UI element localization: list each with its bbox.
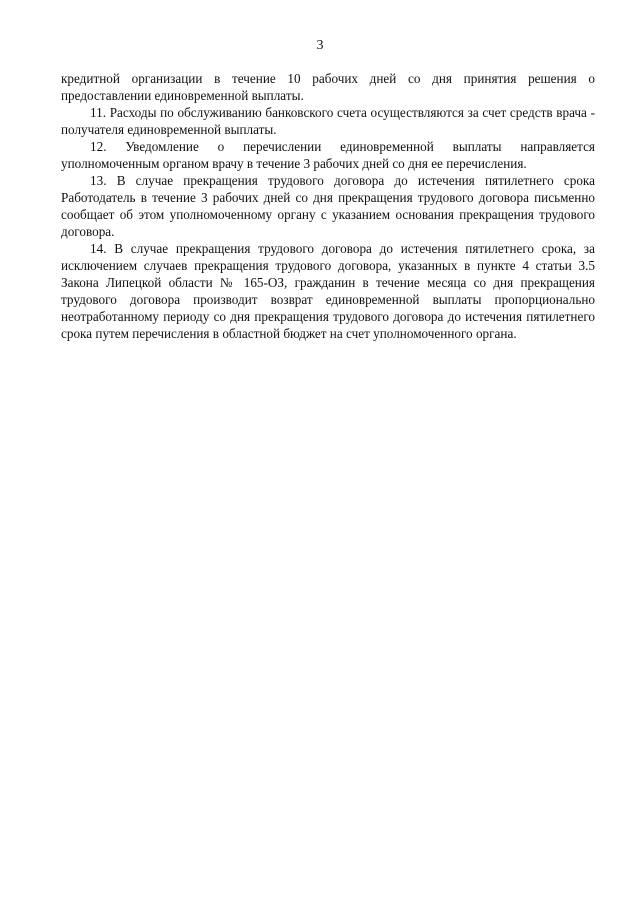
paragraph-11: 11. Расходы по обслуживанию банковского счета осуществляются за счет средств врача - получателя единовременной выплаты. [61, 105, 595, 137]
paragraph-12: 12. Уведомление о перечислении единовременной выплаты направляется уполномоченным органом врачу в течение 3 рабочих дней со дня ее перечисления. [61, 139, 595, 171]
paragraph-continuation: кредитной организации в течение 10 рабочих дней со дня принятия решения о предоставлении единовременной выплаты. [61, 71, 595, 103]
paragraph-13: 13. В случае прекращения трудового договора до истечения пятилетнего срока Работодатель в течение 3 рабочих дней со дня прекращения трудового договора письменно сообщает об этом уполномоченному органу с указанием основания прекращения трудового договора. [61, 173, 595, 239]
paragraph-14: 14. В случае прекращения трудового договора до истечения пятилетнего срока, за исключением случаев прекращения трудового договора, указанных в пункте 4 статьи 3.5 Закона Липецкой области № 165-ОЗ, гражданин в течение месяца со дня прекращения трудового договора производит возврат единовременной выплаты пропорционально неотработанному периоду со дня прекращения трудового договора до истечения пятилетнего срока путем перечисления в областной бюджет на счет уполномоченного органа. [61, 241, 595, 341]
document-body [61, 70, 595, 342]
page-number: 3 [316, 38, 324, 53]
